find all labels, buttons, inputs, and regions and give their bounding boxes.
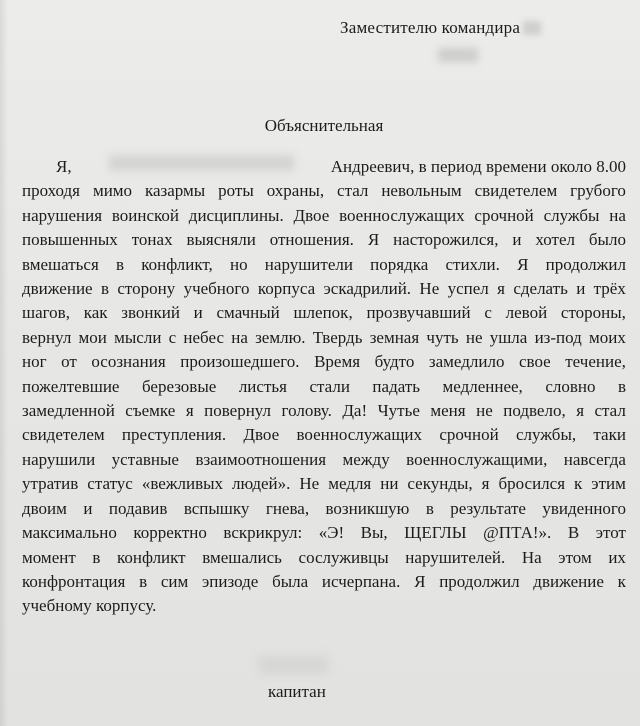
body-word: будто [374,352,415,372]
body-word: дисциплины. [188,205,284,225]
body-word: и [576,279,586,299]
body-word: стал [337,181,369,201]
body-word: воинской [111,205,180,225]
body-word: осознания [91,352,166,372]
body-word: течение, [565,352,626,372]
body-word: чуть [426,327,459,347]
body-word: продолжил [439,571,520,591]
body-word: шагов, [22,303,70,323]
body-line [22,423,626,447]
body-word: меня [430,401,466,421]
page-edge-shadow [0,0,8,726]
body-word: из-под [534,327,582,347]
body-word: нарушителей. [405,547,506,567]
body-word: насторожился, [393,230,499,250]
body-word: замедлило [428,352,505,372]
body-word: в [617,376,626,396]
body-word: съемке [125,401,176,421]
body-word: Чутье [377,401,420,421]
body-word: возникшую [325,498,410,518]
body-line [22,204,626,228]
body-line [22,570,626,594]
body-word: словно [545,376,596,396]
body-word: навсегда [563,449,626,469]
body-word: гнева, [265,498,310,518]
body-word: результате [450,498,526,518]
body-word: повышенных [22,230,118,250]
body-word: к [617,571,626,591]
body-line [22,497,626,521]
body-word: подвело, [503,401,566,421]
body-word: и [512,230,522,250]
body-word: ни [380,474,399,494]
body-word: к [574,474,583,494]
redacted-text [523,21,541,35]
body-word: трёх [593,279,626,299]
redacted-signature [258,656,328,674]
body-word: медля [328,474,372,494]
body-word: я [481,474,490,494]
body-word: вернул [22,327,72,347]
body-line [22,155,626,179]
body-word: военнослужащих [296,425,423,445]
body-word: произошедшего. [180,352,300,372]
body-word: Вы, [360,523,388,543]
body-word: свое [519,352,551,372]
body-word: выясняли [186,230,256,250]
body-word: нарушители [264,254,353,274]
body-word: сим [160,571,189,591]
body-word: Я [414,571,426,591]
body-word: замедленной [22,401,115,421]
body-word: не [465,327,483,347]
body-word: я [497,279,505,299]
body-word: Да! [342,401,368,421]
body-word: этот [595,523,626,543]
body-word: срочной [474,205,534,225]
body-word: @ПТА!». [483,523,552,543]
body-word: людей». [232,474,291,494]
body-word: казармы [144,181,206,201]
body-word: максимально [22,523,117,543]
body-word: в [100,279,109,299]
body-line [22,399,626,423]
body-word: преступления. [121,425,227,445]
body-word: землю. [255,327,306,347]
body-word: моих [589,327,626,347]
body-word: «Э! [318,523,345,543]
body-word: Время [314,352,361,372]
body-word: как [83,303,108,323]
body-word: На [521,547,542,567]
redacted-name [109,155,294,171]
body-line [22,546,626,570]
body-word: военнослужащих [339,205,465,225]
body-word: уставные [111,449,179,469]
body-word: но [230,254,248,274]
body-word: утратив [22,474,79,494]
body-word: увиденного [542,498,626,518]
body-lines [22,179,626,594]
body-word: военнослужащими, [406,449,548,469]
redacted-text [438,48,478,62]
body-word: небес [183,327,224,347]
body-line [22,350,626,374]
body-word: и [193,303,203,323]
body-word: нарушения [22,205,103,225]
body-word: на [609,205,626,225]
body-line [22,448,626,472]
body-word: роты [218,181,254,201]
body-word: этим [591,474,626,494]
body-word: в [92,547,101,567]
body-word: медленнее, [442,376,523,396]
body-word: прозвучавший [366,303,471,323]
body-word: исчерпана. [321,571,401,591]
body-word: стали [309,376,350,396]
body-word: охраны, [266,181,325,201]
body-word: вскрикрул: [223,523,303,543]
body-word: мысли [114,327,162,347]
body-word: падать [372,376,421,396]
body-word: смачный [216,303,280,323]
body-word: подавив [108,498,168,518]
body-word: между [342,449,390,469]
body-line [22,521,626,545]
body-word: Двое [293,205,330,225]
addressee-text: Заместителю командира [340,18,521,37]
body-line-rest: Андреевич, в период времени около 8.00 [330,157,626,176]
document-title: Объяснительная [264,116,384,135]
body-word: корпуса [257,279,316,299]
body-word: эскадрилий. [323,279,412,299]
body-word: мимо [92,181,133,201]
body-word: шлепок, [293,303,353,323]
body-word: на [231,327,248,347]
body-line-text: учебному корпусу. [22,596,157,616]
body-word: от [61,352,77,372]
body-word: движение [533,571,604,591]
body-word: момент [22,547,76,567]
body-word: в [115,254,125,274]
body-word: мои [78,327,107,347]
body-word: повернул [204,401,272,421]
body-word: Двое [243,425,280,445]
document-body [22,155,626,619]
body-word: сторону [117,279,176,299]
body-word: в [425,498,434,518]
body-word: продолжил [545,254,626,274]
body-word: листья [238,376,287,396]
body-word: хотел [535,230,575,250]
body-word: конфронтация [22,571,126,591]
body-word: была [272,571,309,591]
body-word: пожелтевшие [22,376,120,396]
body-word: вмешались [202,547,282,567]
body-word: порядка [370,254,429,274]
body-word: двоим [22,498,67,518]
body-word: бросился [498,474,566,494]
body-word: учебного [183,279,250,299]
body-word: свидетелем [22,425,105,445]
body-word: ЩЕГЛЫ [404,523,467,543]
body-word: конфликт [116,547,186,567]
body-word: земная [369,327,420,347]
body-word: я [576,401,585,421]
body-word: службы, [515,425,577,445]
body-line [22,253,626,277]
body-word: с [484,303,492,323]
body-word: успел [447,279,489,299]
body-word: грубого [570,181,626,201]
body-line [22,326,626,350]
body-word: ног [22,352,47,372]
body-word: этом [558,547,592,567]
body-word: статус [87,474,133,494]
body-word: корректно [133,523,207,543]
body-word: березовые [141,376,217,396]
body-word: вспышку [183,498,250,518]
body-word: взаимоотношения [195,449,327,469]
body-word: нарушили [22,449,96,469]
body-word: «вежливых [141,474,224,494]
body-word: свидетелем [474,181,558,201]
body-word: с [168,327,177,347]
body-word: невольным [381,181,462,201]
body-word: голову. [281,401,332,421]
body-word: Я [517,254,529,274]
body-word: Не [299,474,320,494]
body-line [22,277,626,301]
body-line [22,594,626,618]
body-word: службы [543,205,600,225]
body-word: движение [22,279,93,299]
body-word: В [567,523,580,543]
body-word: в [139,571,148,591]
body-word: таки [593,425,626,445]
body-line [22,472,626,496]
body-word: стал [594,401,626,421]
body-word: ушла [489,327,528,347]
body-word: было [588,230,626,250]
body-word: срочной [439,425,499,445]
body-word: тонах [131,230,173,250]
body-line [22,179,626,203]
body-word: их [608,547,626,567]
body-word: эпизоде [202,571,259,591]
body-word: не [476,401,493,421]
body-line-prefix: Я, [56,157,72,176]
body-word: проходя [22,181,81,201]
body-word: конфликт, [141,254,213,274]
body-word: Твердь [312,327,363,347]
body-word: Я [367,230,380,250]
signature-rank: капитан [268,682,326,701]
body-word: сделать [513,279,568,299]
body-word: и [83,498,93,518]
body-word: секунды, [407,474,473,494]
body-word: Не [419,279,440,299]
body-word: вмешаться [22,254,99,274]
body-line [22,228,626,252]
body-word: я [185,401,194,421]
body-word: левой [505,303,548,323]
body-line [22,301,626,325]
body-word: стихли. [445,254,500,274]
body-line [22,375,626,399]
body-word: сослуживцы [298,547,389,567]
body-word: стороны, [560,303,626,323]
addressee-header [340,18,541,38]
body-word: отношения. [269,230,354,250]
body-word: звонкий [121,303,180,323]
